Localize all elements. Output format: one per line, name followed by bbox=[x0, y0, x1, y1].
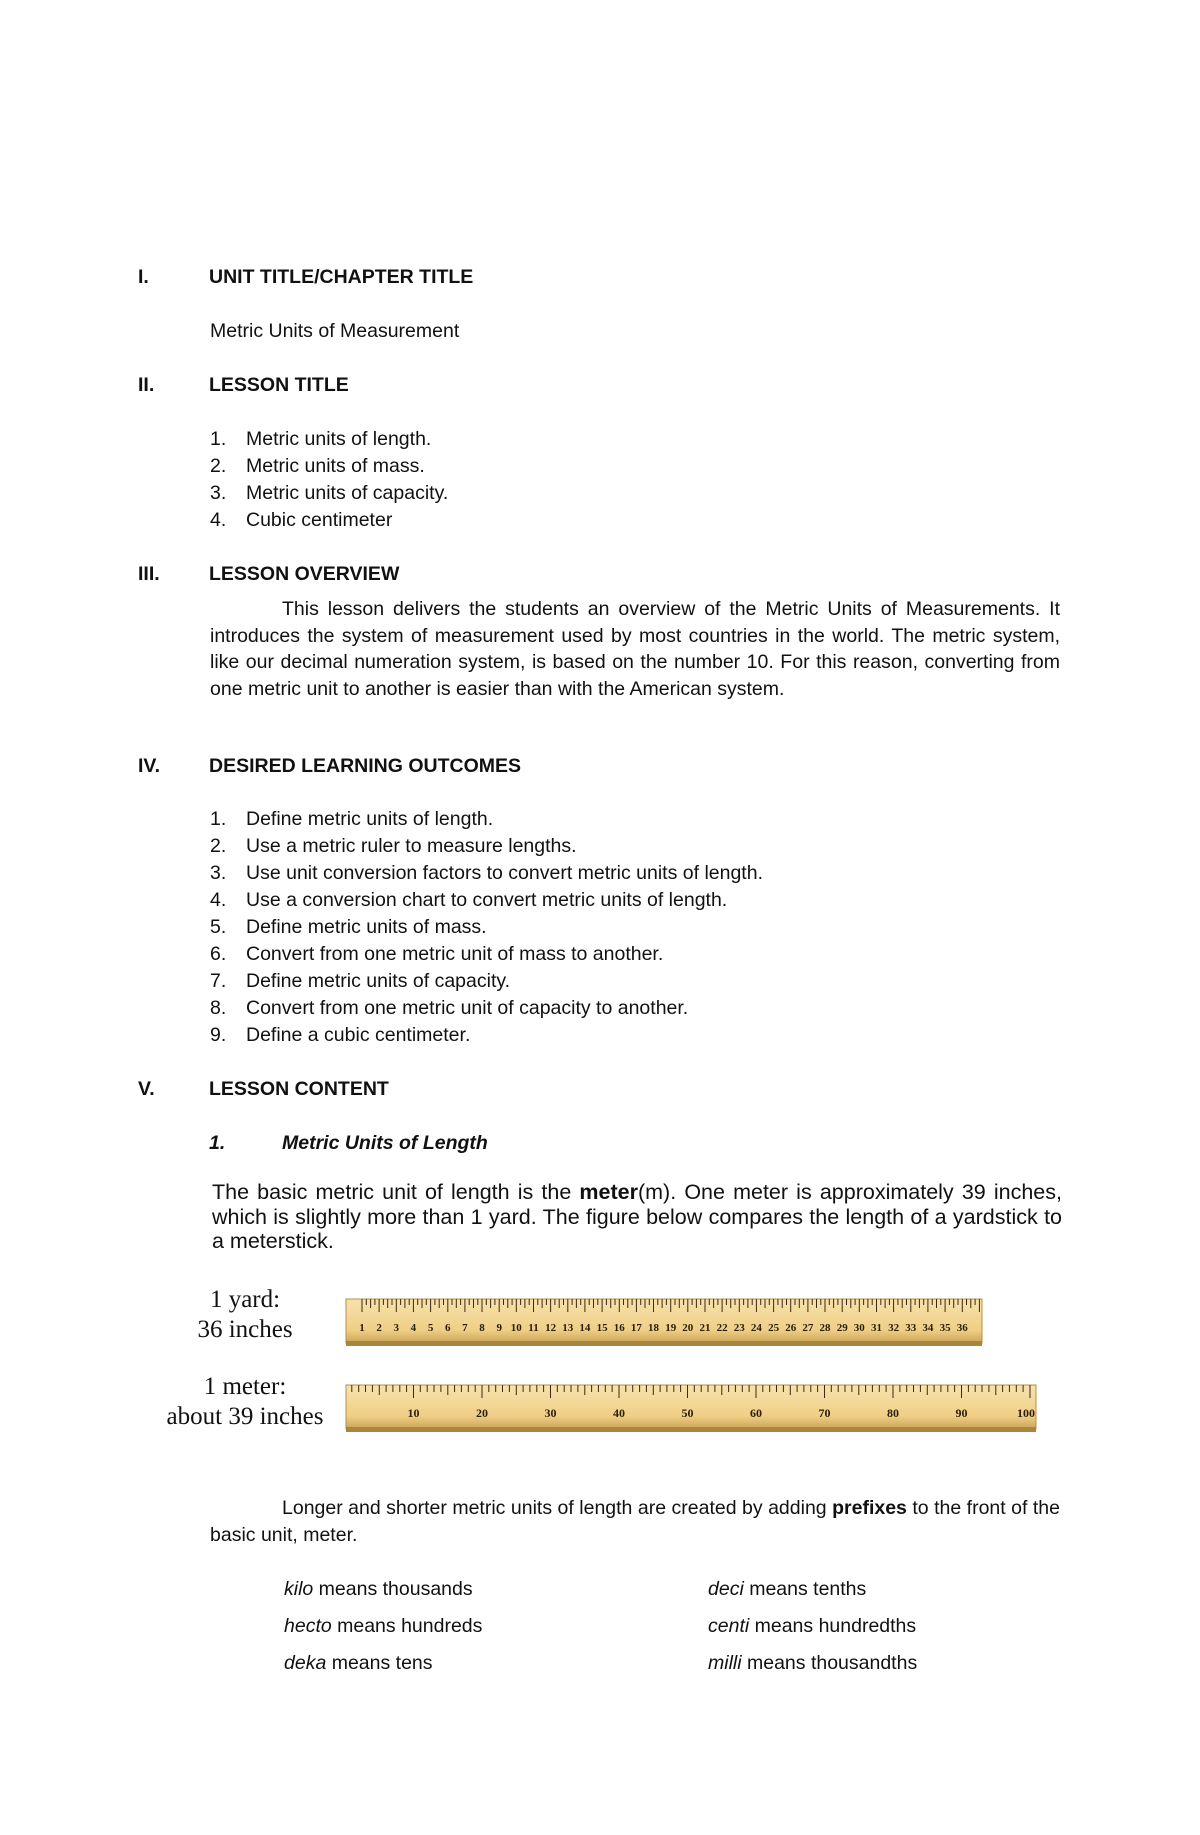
list-item: 1. Define metric units of length. bbox=[210, 808, 494, 830]
ruler-tick-label: 10 bbox=[407, 1406, 420, 1420]
ruler-tick-label: 8 bbox=[479, 1322, 485, 1334]
meterstick-shadow bbox=[346, 1427, 1036, 1432]
prefix-deka: deka means tens bbox=[284, 1652, 433, 1674]
list-item: 9. Define a cubic centimeter. bbox=[210, 1024, 471, 1046]
ruler-tick-label: 27 bbox=[802, 1322, 814, 1334]
meter-label: 1 meter: about 39 inches bbox=[166, 1373, 324, 1430]
prefix-kilo: kilo means thousands bbox=[284, 1578, 473, 1600]
list-item: 1. Metric units of length. bbox=[210, 428, 432, 450]
ruler-tick-label: 12 bbox=[545, 1322, 557, 1334]
ruler-tick-label: 30 bbox=[853, 1322, 865, 1334]
ruler-tick-label: 9 bbox=[496, 1322, 502, 1334]
ruler-tick-label: 30 bbox=[544, 1406, 557, 1420]
section-heading-unit-title: UNIT TITLE/CHAPTER TITLE bbox=[209, 266, 474, 288]
yard-label: 1 yard: 36 inches bbox=[197, 1286, 293, 1343]
yardstick-shadow bbox=[346, 1341, 982, 1346]
ruler-tick-label: 7 bbox=[462, 1322, 468, 1334]
ruler-tick-label: 25 bbox=[768, 1322, 780, 1334]
ruler-tick-label: 13 bbox=[562, 1322, 574, 1334]
list-item: 2. Metric units of mass. bbox=[210, 455, 425, 477]
section-heading-learning-outcomes: DESIRED LEARNING OUTCOMES bbox=[209, 755, 522, 777]
subsection-heading bbox=[209, 1130, 488, 1157]
ruler-tick-label: 17 bbox=[630, 1322, 642, 1334]
yardstick-body bbox=[346, 1299, 982, 1343]
ruler-tick-label: 20 bbox=[476, 1406, 488, 1420]
section-numeral: I. bbox=[138, 266, 149, 288]
subsection-number: 1. bbox=[209, 1132, 226, 1154]
list-item: 3. Metric units of capacity. bbox=[210, 482, 449, 504]
ruler-tick-label: 90 bbox=[955, 1406, 968, 1420]
overview-paragraph: This lesson delivers the students an overview of the Metric Units of Measurements. It introduces the system of measurement used by most countries in the world. The metric system, like our decimal numeration system, is based on the number 10. For this reason, converting from one metric unit to another is easier than with the American system. bbox=[210, 598, 1060, 700]
ruler-tick-label: 32 bbox=[888, 1322, 900, 1334]
ruler-tick-label: 21 bbox=[699, 1322, 711, 1334]
list-item: 3. Use unit conversion factors to convert metric units of length. bbox=[210, 862, 763, 884]
ruler-tick-label: 2 bbox=[376, 1322, 382, 1334]
ruler-tick-label: 14 bbox=[579, 1322, 591, 1334]
meterstick-image bbox=[345, 1384, 1040, 1436]
section-numeral: V. bbox=[138, 1078, 155, 1100]
ruler-tick-label: 36 bbox=[956, 1322, 968, 1334]
ruler-tick-label: 5 bbox=[427, 1322, 434, 1334]
meter-term: meter bbox=[579, 1180, 638, 1204]
ruler-tick-label: 100 bbox=[1017, 1406, 1035, 1420]
section-numeral: II. bbox=[138, 374, 155, 396]
ruler-tick-label: 19 bbox=[665, 1322, 677, 1334]
ruler-tick-label: 6 bbox=[445, 1322, 451, 1334]
ruler-tick-label: 70 bbox=[818, 1406, 831, 1420]
subsection-title: Metric Units of Length bbox=[282, 1132, 488, 1154]
lesson-title-list bbox=[210, 426, 448, 534]
prefix-deci: deci means tenths bbox=[708, 1578, 867, 1600]
ruler-tick-label: 60 bbox=[750, 1406, 762, 1420]
ruler-tick-label: 11 bbox=[528, 1322, 539, 1334]
prefix-term: prefixes bbox=[832, 1497, 907, 1519]
section-numeral: IV. bbox=[138, 755, 161, 777]
ruler-tick-label: 26 bbox=[785, 1322, 797, 1334]
ruler-tick-label: 10 bbox=[510, 1322, 522, 1334]
list-item: 4. Cubic centimeter bbox=[210, 509, 393, 531]
ruler-tick-label: 16 bbox=[613, 1322, 625, 1334]
prefix-milli: milli means thousandths bbox=[708, 1652, 918, 1674]
unit-title: Metric Units of Measurement bbox=[210, 320, 460, 342]
list-item: 6. Convert from one metric unit of mass to another. bbox=[210, 943, 664, 965]
list-item: 5. Define metric units of mass. bbox=[210, 916, 487, 938]
list-item: 8. Convert from one metric unit of capacity to another. bbox=[210, 997, 689, 1019]
outcomes-list bbox=[210, 806, 763, 1049]
ruler-tick-label: 23 bbox=[733, 1322, 745, 1334]
section-heading-lesson-content: LESSON CONTENT bbox=[209, 1078, 389, 1100]
meter-intro-paragraph: The basic metric unit of length is the meter(m). One meter is approximately 39 inches, which is slightly more than 1 yard. The figure below compares the length of a yardstick to a meterstick. bbox=[212, 1180, 1062, 1253]
ruler-tick-label: 18 bbox=[648, 1322, 659, 1334]
prefix-intro-paragraph: Longer and shorter metric units of length are created by adding prefixes to the front of the basic unit, meter. bbox=[210, 1497, 1060, 1546]
section-heading-lesson-title: LESSON TITLE bbox=[209, 374, 349, 396]
ruler-tick-label: 33 bbox=[905, 1322, 917, 1334]
ruler-tick-label: 24 bbox=[750, 1322, 762, 1334]
list-item: 2. Use a metric ruler to measure lengths. bbox=[210, 835, 577, 857]
ruler-tick-label: 4 bbox=[410, 1322, 417, 1334]
ruler-tick-label: 31 bbox=[871, 1322, 882, 1334]
list-item: 4. Use a conversion chart to convert metric units of length. bbox=[210, 889, 728, 911]
ruler-tick-label: 29 bbox=[836, 1322, 848, 1334]
ruler-tick-label: 80 bbox=[887, 1406, 899, 1420]
ruler-tick-label: 22 bbox=[716, 1322, 728, 1334]
section-heading-lesson-overview: LESSON OVERVIEW bbox=[209, 563, 400, 585]
prefix-hecto: hecto means hundreds bbox=[284, 1615, 483, 1637]
ruler-tick-label: 3 bbox=[393, 1322, 400, 1334]
section-numeral: III. bbox=[138, 563, 160, 585]
ruler-tick-label: 35 bbox=[939, 1322, 951, 1334]
ruler-tick-label: 1 bbox=[359, 1322, 365, 1334]
ruler-tick-label: 34 bbox=[922, 1322, 934, 1334]
ruler-tick-label: 50 bbox=[681, 1406, 694, 1420]
ruler-tick-label: 20 bbox=[682, 1322, 694, 1334]
ruler-tick-label: 28 bbox=[819, 1322, 831, 1334]
yardstick-image bbox=[345, 1298, 985, 1350]
ruler-tick-label: 15 bbox=[596, 1322, 608, 1334]
prefix-centi: centi means hundredths bbox=[708, 1615, 917, 1637]
ruler-tick-label: 40 bbox=[613, 1406, 625, 1420]
list-item: 7. Define metric units of capacity. bbox=[210, 970, 511, 992]
